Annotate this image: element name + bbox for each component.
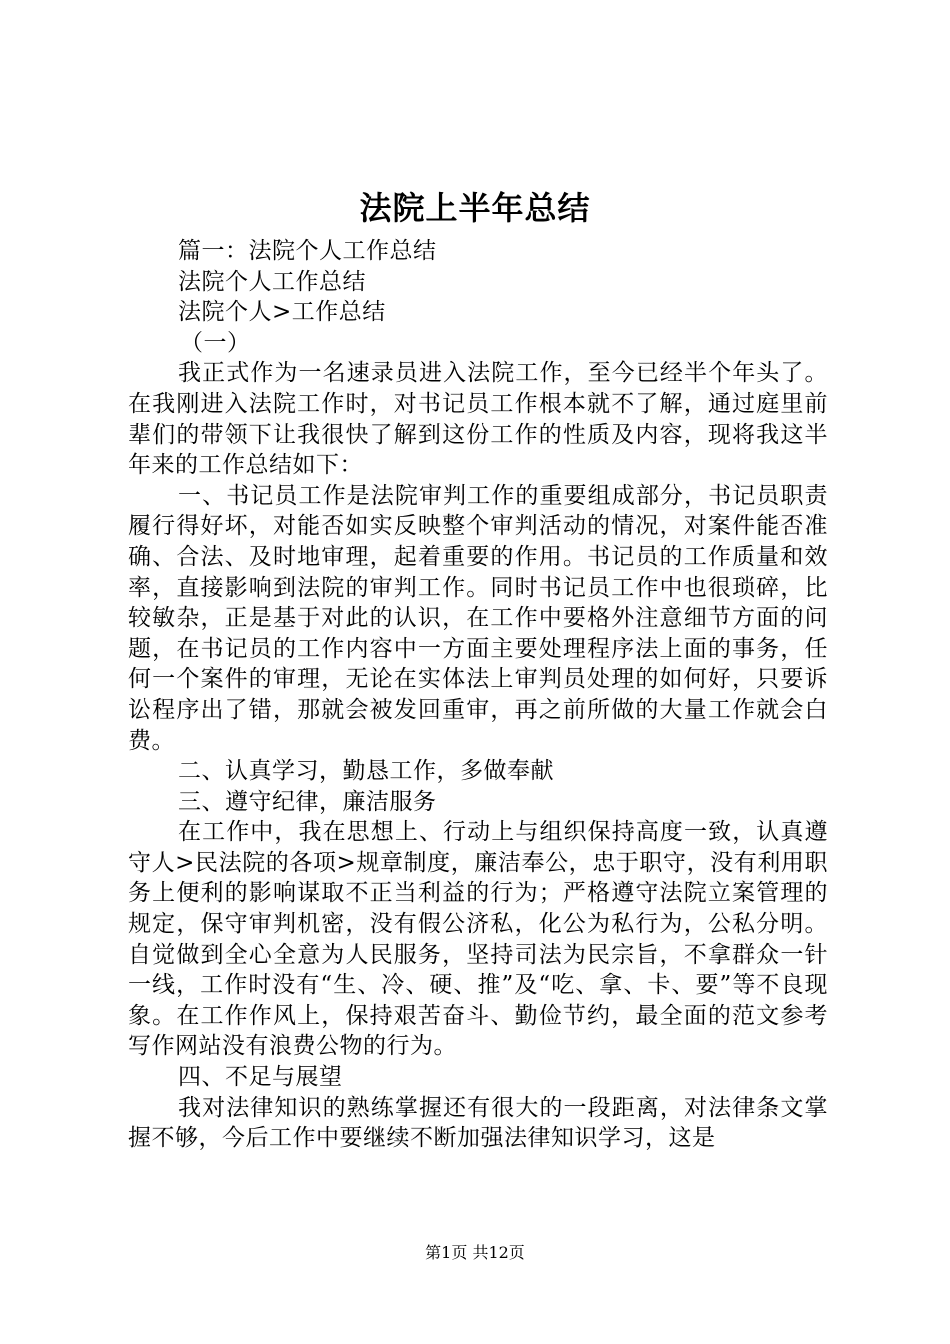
document-title: 法院上半年总结 [359,189,591,227]
point-four-heading: 四、不足与展望 [178,1064,343,1091]
sub-section-marker: （一） [180,329,251,356]
discipline-paragraph: 在工作中，我在思想上、行动上与组织保持高度一致，认真遵守人>民法院的各项>规章制度，廉洁奉公，忠于职守，没有利用职务上便利的影响谋取不正当利益的行为；严格遵守法院立案管理的规定，保守审判机密，没有假公济私，化公为私行为，公私分明。自觉做到全心全意为人民服务，坚持司法为民宗旨，不拿群众一针一线，工作时没有“生、冷、硬、推”及“吃、拿、卡、要”等不良现象。在工作作风上，保持艰苦奋斗、勤俭节约，最全面的范文参考写作网站没有浪费公物的行为。 [128,819,828,1060]
document-body [128,236,828,1154]
subtitle-line-alt: 法院个人>工作总结 [178,299,386,326]
shortcoming-paragraph: 我对法律知识的熟练掌握还有很大的一段距离，对法律条文掌握不够，今后工作中要继续不断加强法律知识学习，这是 [128,1094,828,1152]
subtitle-line: 法院个人工作总结 [178,268,366,295]
point-one-paragraph: 一、书记员工作是法院审判工作的重要组成部分，书记员职责履行得好坏，对能否如实反映整个审判活动的情况，对案件能否准确、合法、及时地审理，起着重要的作用。书记员的工作质量和效率，直接影响到法院的审判工作。同时书记员工作中也很琐碎，比较敏杂，正是基于对此的认识，在工作中要格外注意细节方面的问题，在书记员的工作内容中一方面主要处理程序法上面的事务，任何一个案件的审理，无论在实体法上审判员处理的如何好，只要诉讼程序出了错，那就会被发回重审，再之前所做的大量工作就会白费。 [128,482,828,754]
page-footer: 第1页 共12页 [425,1243,525,1262]
point-two-heading: 二、认真学习，勤恳工作，多做奉献 [178,758,554,785]
section-heading: 篇一：法院个人工作总结 [178,238,437,264]
point-three-heading: 三、遵守纪律，廉洁服务 [178,788,437,815]
intro-paragraph: 我正式作为一名速录员进入法院工作，至今已经半个年头了。在我刚进入法院工作时，对书记员工作根本就不了解，通过庭里前辈们的带领下让我很快了解到这份工作的性质及内容，现将我这半年来的工作总结如下： [128,360,828,479]
